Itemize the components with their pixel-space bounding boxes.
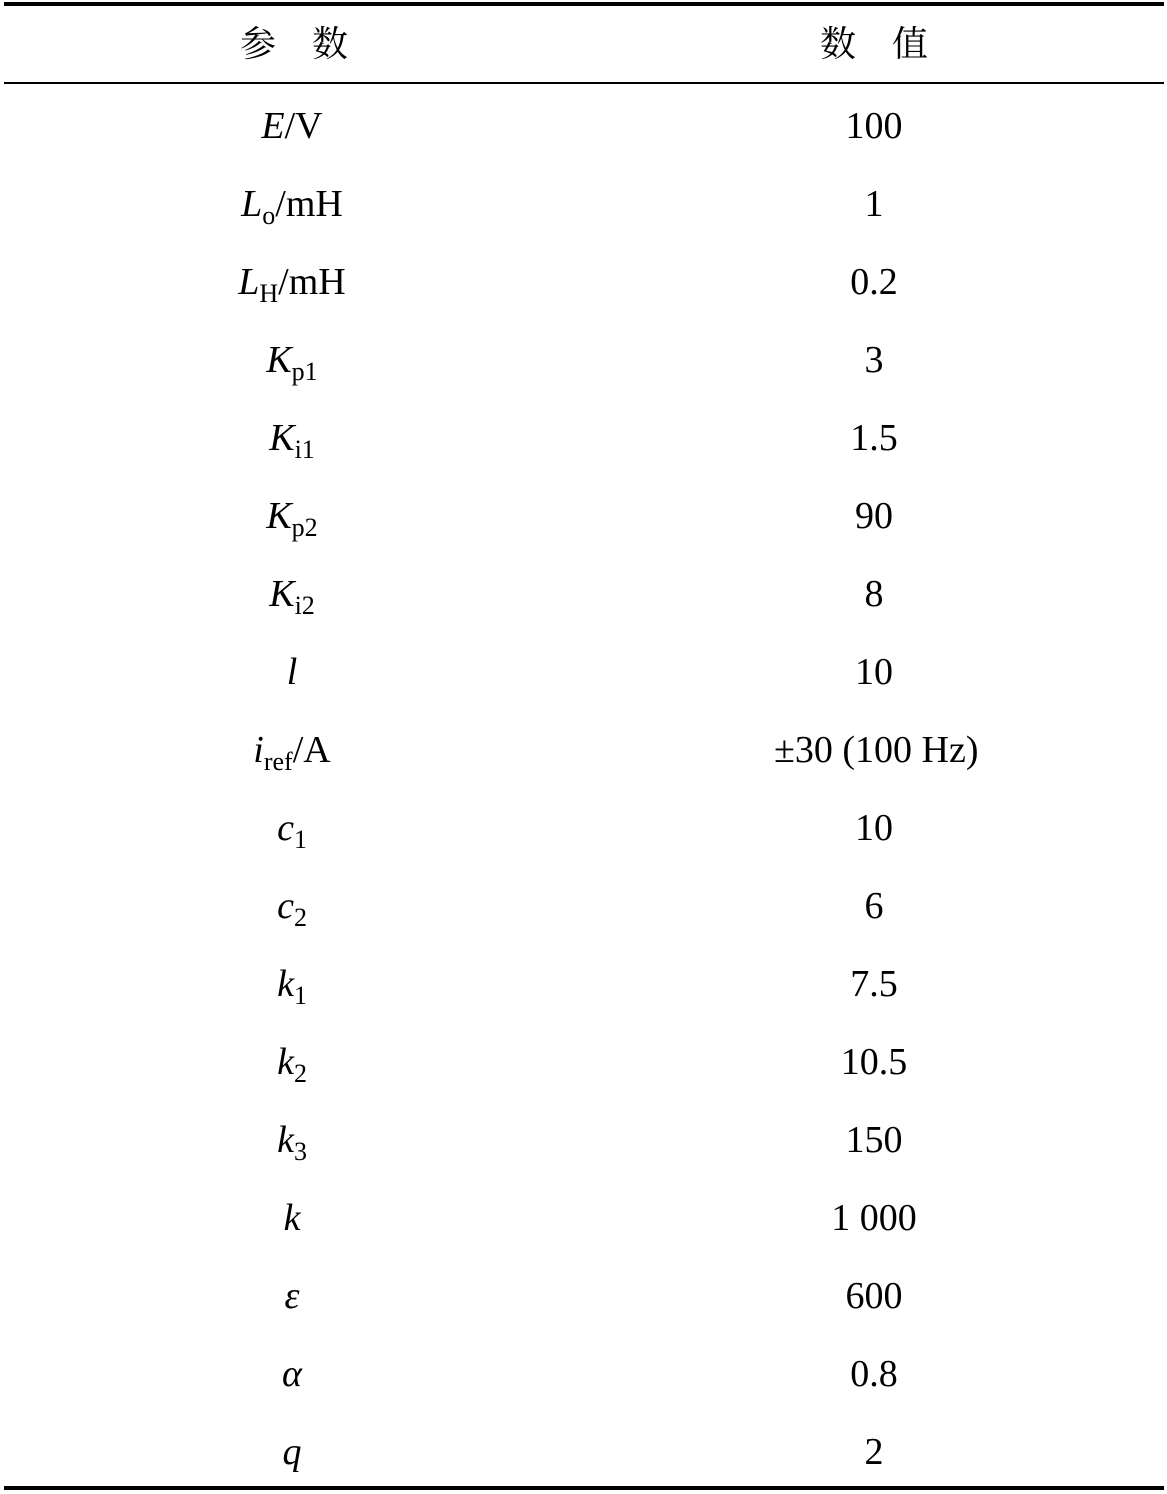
table-row	[4, 1032, 1164, 1092]
param-cell	[192, 1344, 392, 1404]
value-cell: 90	[855, 495, 893, 537]
param-symbol: k	[283, 1197, 301, 1239]
param-subscript: i1	[294, 435, 315, 464]
header-value: 数 值	[819, 24, 928, 65]
param-cell	[192, 408, 392, 468]
param-symbol: k	[277, 963, 294, 1005]
param-cell	[192, 1422, 392, 1482]
value-cell: 0.8	[850, 1353, 898, 1395]
table-row	[4, 486, 1164, 546]
table-row	[4, 174, 1164, 234]
param-cell	[192, 1188, 392, 1248]
param-cell	[192, 954, 392, 1014]
table-row	[4, 1344, 1164, 1404]
param-unit: /mH	[278, 261, 346, 303]
param-symbol: K	[266, 495, 292, 537]
param-symbol: k	[277, 1119, 294, 1161]
value-cell: 7.5	[850, 963, 898, 1005]
table-row	[4, 1422, 1164, 1482]
table-top-rule	[4, 2, 1164, 6]
param-cell	[192, 642, 392, 702]
param-symbol: c	[277, 885, 294, 927]
param-cell	[192, 564, 392, 624]
value-cell: 600	[845, 1275, 903, 1317]
param-cell	[192, 174, 392, 234]
param-cell	[192, 96, 392, 156]
param-subscript: 1	[293, 981, 307, 1010]
param-symbol: l	[286, 651, 298, 693]
param-subscript: p1	[291, 357, 318, 386]
param-subscript: H	[259, 279, 279, 308]
param-symbol: c	[277, 807, 294, 849]
value-cell: 1	[864, 183, 884, 225]
table-row	[4, 1110, 1164, 1170]
param-subscript: 3	[293, 1137, 307, 1166]
value-cell: 1.5	[850, 417, 898, 459]
param-unit: /mH	[275, 183, 343, 225]
value-cell: 10.5	[840, 1041, 908, 1083]
table-row	[4, 252, 1164, 312]
table-row	[4, 954, 1164, 1014]
value-cell: 8	[864, 573, 884, 615]
param-subscript: 1	[293, 825, 307, 854]
table-bottom-rule	[4, 1486, 1164, 1490]
value-cell: 100	[845, 105, 903, 147]
param-cell	[192, 720, 392, 780]
value-cell: 6	[864, 885, 884, 927]
param-symbol: K	[269, 573, 295, 615]
param-symbol: L	[238, 261, 260, 303]
param-cell	[192, 330, 392, 390]
param-subscript: ref	[263, 747, 293, 776]
table-row	[4, 408, 1164, 468]
table-row	[4, 564, 1164, 624]
value-cell: 2	[864, 1431, 884, 1473]
value-cell: 3	[864, 339, 884, 381]
table-row	[4, 1266, 1164, 1326]
param-cell	[192, 1110, 392, 1170]
table-row	[4, 876, 1164, 936]
param-symbol: q	[282, 1431, 302, 1473]
table-row	[4, 798, 1164, 858]
table-row	[4, 330, 1164, 390]
table-row	[4, 720, 1164, 780]
value-cell: 10	[855, 807, 893, 849]
param-symbol: k	[277, 1041, 294, 1083]
param-subscript: o	[262, 201, 276, 230]
param-subscript: i2	[294, 591, 315, 620]
table-row	[4, 1188, 1164, 1248]
param-subscript: p2	[291, 513, 318, 542]
header-param: 参 数	[239, 24, 348, 65]
param-unit: /V	[284, 105, 323, 147]
param-symbol: ε	[284, 1275, 300, 1317]
value-cell: 10	[855, 651, 893, 693]
param-cell	[192, 798, 392, 858]
param-symbol: K	[266, 339, 292, 381]
value-cell: 1 000	[831, 1197, 917, 1239]
param-cell	[192, 486, 392, 546]
param-unit: /A	[292, 729, 331, 771]
table-row	[4, 642, 1164, 702]
param-symbol: E	[261, 105, 285, 147]
param-symbol: L	[241, 183, 263, 225]
value-cell: ±30 (100 Hz)	[774, 729, 979, 771]
param-cell	[192, 1032, 392, 1092]
param-subscript: 2	[293, 903, 307, 932]
param-symbol: α	[282, 1353, 302, 1395]
param-subscript: 2	[293, 1059, 307, 1088]
table-header-rule	[4, 82, 1164, 84]
param-cell	[192, 876, 392, 936]
table-row	[4, 96, 1164, 156]
value-cell: 150	[845, 1119, 903, 1161]
param-symbol: i	[253, 729, 264, 771]
value-cell: 0.2	[850, 261, 898, 303]
param-symbol: K	[269, 417, 295, 459]
param-cell	[192, 252, 392, 312]
param-cell	[192, 1266, 392, 1326]
